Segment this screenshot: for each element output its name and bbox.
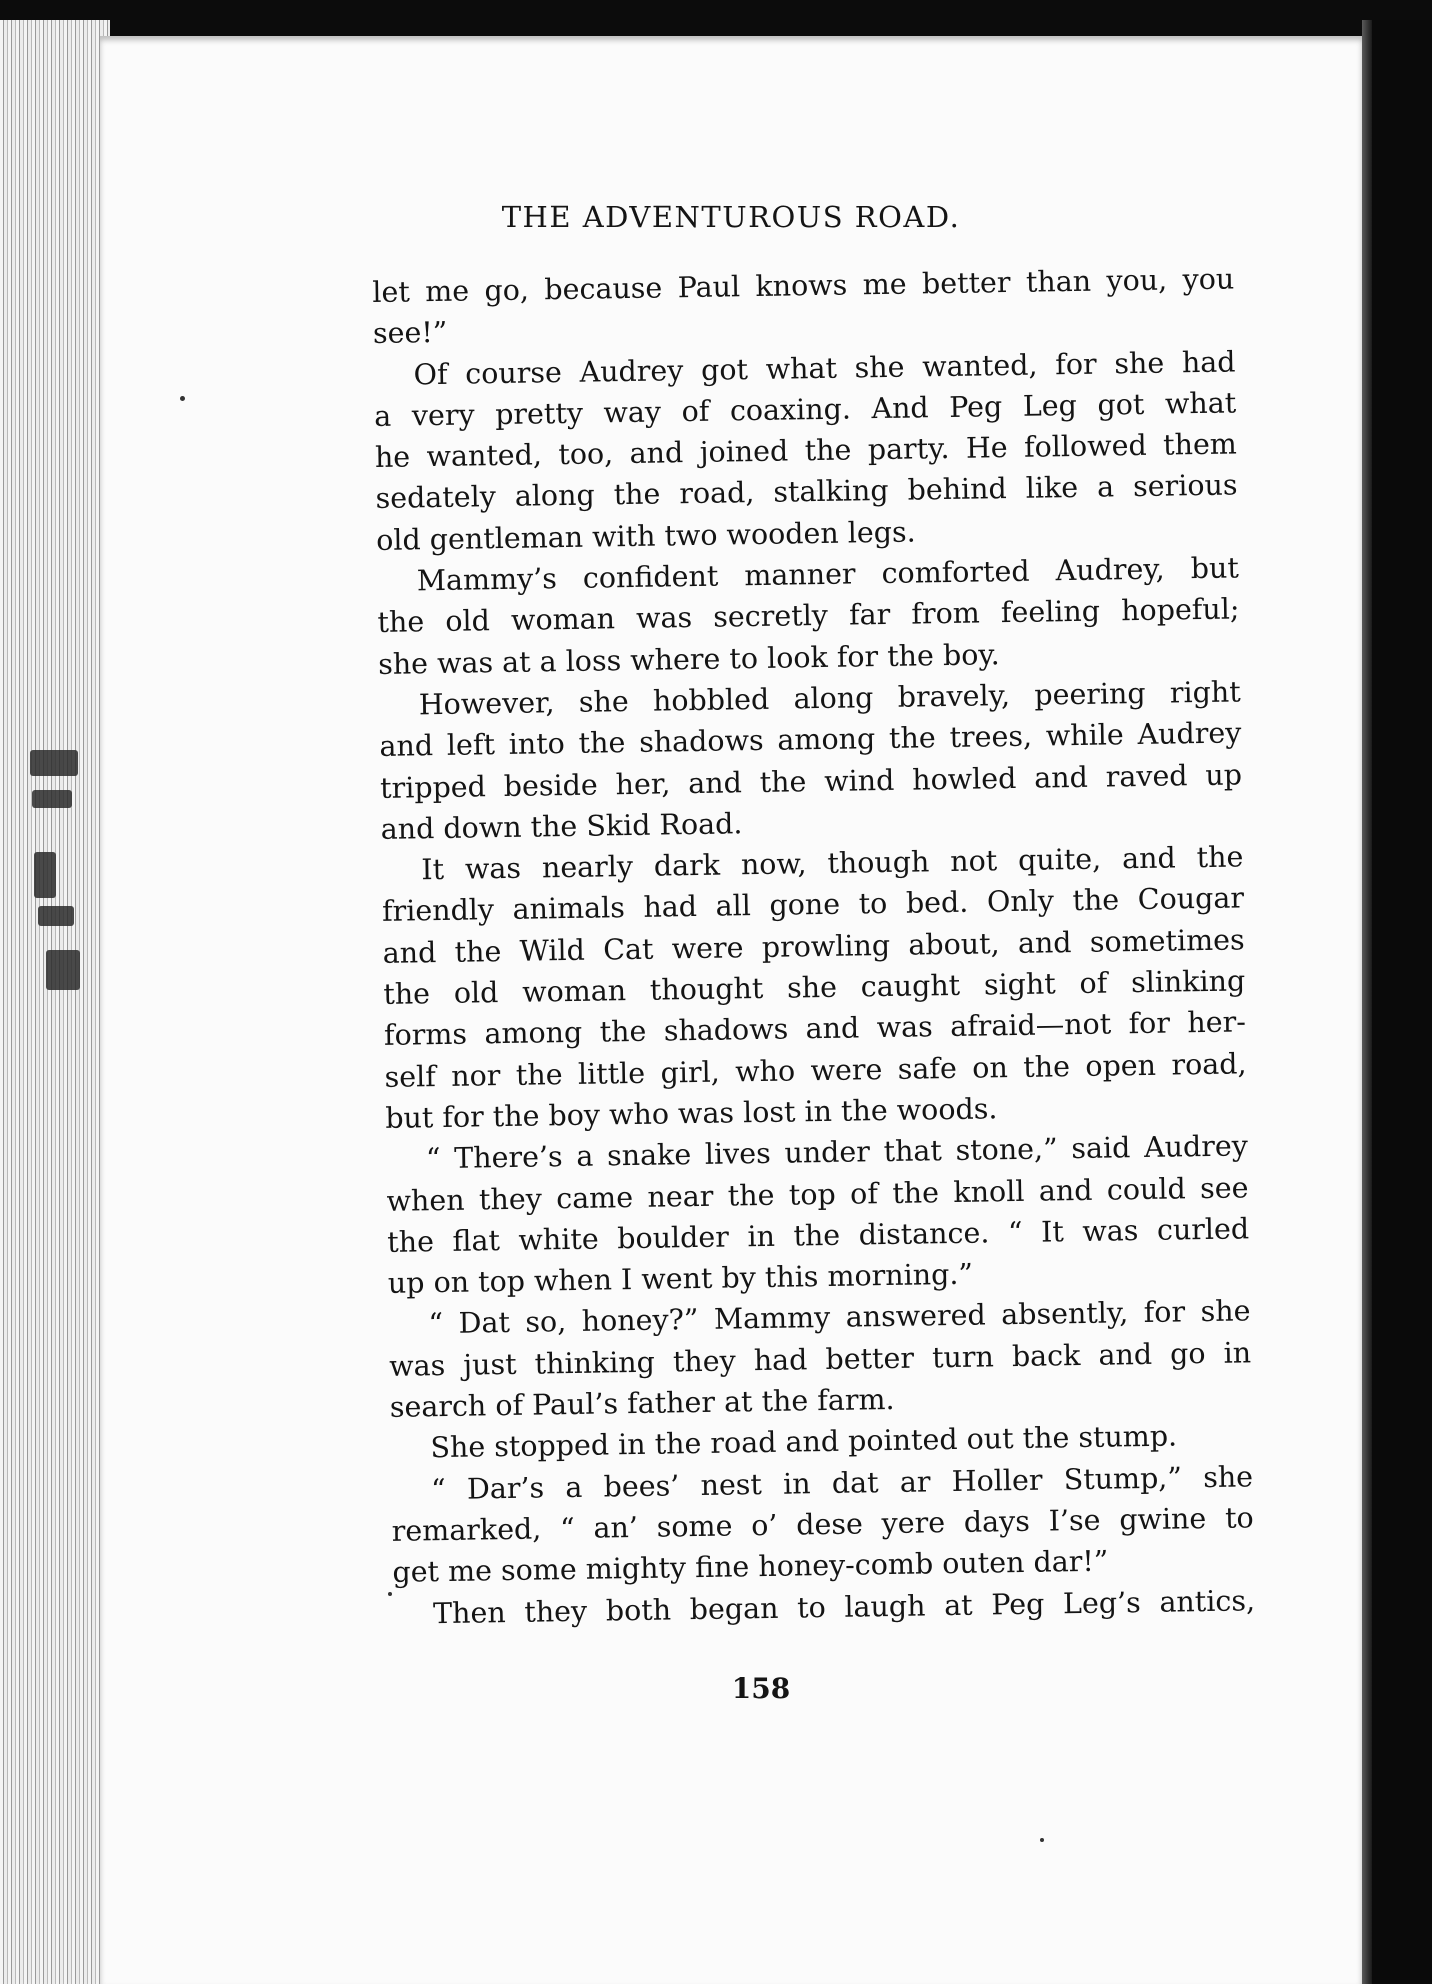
text-line: old gentleman with two wooden legs. bbox=[375, 515, 916, 557]
text-line: the old woman was secretly far from feeling hopeful; bbox=[377, 592, 1240, 640]
text-line: However, she hobbled along bravely, peering right bbox=[418, 675, 1241, 722]
text-line: up on top when I went by this morning.” bbox=[387, 1257, 974, 1300]
text-line: get me some mighty fine honey-comb outen dar!” bbox=[392, 1544, 1109, 1590]
text-line: and down the Skid Road. bbox=[380, 807, 743, 846]
text-line: Of course Audrey got what she wanted, for she had bbox=[413, 345, 1236, 391]
text-line: forms among the shadows and was afraid—not for her- bbox=[383, 1005, 1247, 1053]
text-line: Mammy’s confident manner comforted Audrey, but bbox=[416, 551, 1240, 598]
page-number: 158 bbox=[731, 1672, 791, 1705]
dust-speck bbox=[1040, 1838, 1044, 1842]
text-line: She stopped in the road and pointed out the stump. bbox=[430, 1419, 1178, 1465]
ink-smudge bbox=[34, 852, 56, 898]
text-line: and left into the shadows among the trees, while Audrey bbox=[379, 716, 1242, 764]
text-line: let me go, because Paul knows me better than you, you bbox=[372, 262, 1235, 309]
text-line: she was at a loss where to look for the boy. bbox=[377, 637, 1000, 681]
text-line: “ Dat so, honey?” Mammy answered absently, for she bbox=[428, 1294, 1251, 1341]
page-edges-stack bbox=[0, 20, 110, 1984]
text-line: sedately along the road, stalking behind like a serious bbox=[375, 468, 1238, 516]
text-line: a very pretty way of coaxing. And Peg Leg got what bbox=[374, 386, 1237, 433]
text-line: and the Wild Cat were prowling about, and sometimes bbox=[382, 923, 1245, 970]
ink-smudge bbox=[46, 950, 80, 990]
body-text bbox=[372, 258, 1255, 1634]
text-line: Then they both began to laugh at Peg Leg’s antics, bbox=[432, 1583, 1256, 1630]
text-line: remarked, “ an’ some o’ dese yere days I’se gwine to bbox=[391, 1501, 1254, 1548]
text-line: “ Dar’s a bees’ nest in dat ar Holler Stump,” she bbox=[430, 1459, 1254, 1506]
text-line: It was nearly dark now, though not quite, and the bbox=[421, 840, 1244, 887]
text-line: self nor the little girl, who were safe on the open road, bbox=[384, 1047, 1247, 1094]
dust-speck bbox=[388, 1592, 392, 1596]
text-line: the old woman thought she caught sight of slinking bbox=[383, 964, 1246, 1011]
text-line: search of Paul’s father at the farm. bbox=[389, 1382, 895, 1424]
text-line: was just thinking they had better turn back and go in bbox=[388, 1336, 1252, 1383]
running-head: THE ADVENTUROUS ROAD. bbox=[501, 200, 961, 234]
binding-shadow bbox=[1362, 20, 1372, 1984]
text-line: see!” bbox=[372, 316, 448, 351]
ink-smudge bbox=[32, 790, 72, 808]
text-line: when they came near the top of the knoll and could see bbox=[386, 1170, 1249, 1218]
text-line: tripped beside her, and the wind howled and raved up bbox=[379, 757, 1243, 805]
text-line: he wanted, too, and joined the party. He followed them bbox=[374, 427, 1238, 475]
dust-speck bbox=[180, 396, 185, 401]
ink-smudge bbox=[38, 906, 74, 926]
text-line: friendly animals had all gone to bed. Only the Cougar bbox=[381, 881, 1245, 929]
text-line: the flat white boulder in the distance. “ It was curled bbox=[386, 1212, 1250, 1259]
right-page-edge bbox=[1362, 20, 1432, 1984]
text-line: but for the boy who was lost in the woods. bbox=[385, 1092, 998, 1135]
ink-smudge bbox=[30, 750, 78, 776]
text-line: “ There’s a snake lives under that stone,” said Audrey bbox=[425, 1129, 1249, 1176]
